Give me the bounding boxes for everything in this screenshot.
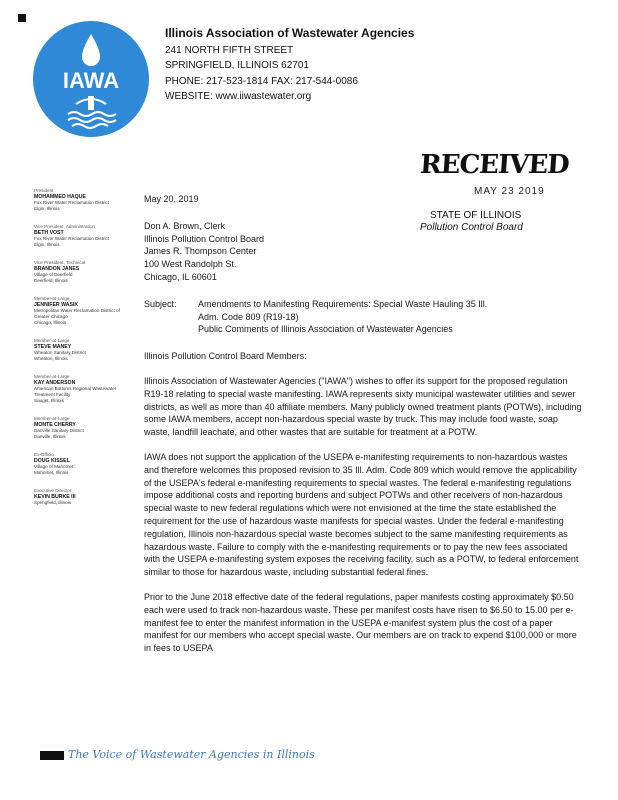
officer-name: DOUG KISSEL bbox=[34, 458, 70, 464]
officer-entry bbox=[34, 260, 124, 284]
officer-org: American Bottoms Regional Wastewater Treatment Facility bbox=[34, 386, 117, 397]
recipient-line: 100 West Randolph St. bbox=[144, 259, 237, 270]
officer-name: STEVE MANEY bbox=[34, 344, 72, 350]
officer-entry bbox=[34, 338, 124, 362]
officer-role: Member-at-Large bbox=[34, 416, 70, 421]
subject-block bbox=[144, 298, 584, 336]
officer-role: Member-at-Large bbox=[34, 374, 70, 379]
recipient-line: Don A. Brown, Clerk bbox=[144, 220, 226, 231]
stamp-date: MAY 23 2019 bbox=[474, 186, 545, 197]
officer-name: KAY ANDERSON bbox=[34, 380, 76, 386]
website: WEBSITE: www.iiwastewater.org bbox=[165, 91, 312, 102]
officer-role: Member-at-Large bbox=[34, 338, 70, 343]
officer-location: Danville, Illinois bbox=[34, 434, 66, 439]
tagline-text: The Voice of Wastewater Agencies in Illinois bbox=[68, 748, 315, 761]
officer-location: Elgin, Illinois bbox=[34, 206, 60, 211]
officer-location: Mahomet, Illinois bbox=[34, 470, 69, 475]
stamp-state: STATE OF ILLINOIS bbox=[430, 210, 522, 221]
footer-tagline bbox=[40, 748, 315, 761]
officer-org: Metropolitan Water Reclamation District of Greater Chicago bbox=[34, 308, 120, 319]
officer-entry bbox=[34, 488, 124, 506]
officer-location: Deerfield, Illinois bbox=[34, 278, 68, 283]
stamp-word: RECEIVED bbox=[418, 150, 570, 180]
corner-mark bbox=[18, 14, 26, 22]
officer-role: Vice President, Technical bbox=[34, 260, 86, 265]
subject-text bbox=[198, 298, 487, 336]
recipient-line: James R. Thompson Center bbox=[144, 246, 257, 257]
letterhead bbox=[165, 26, 414, 105]
letter-body bbox=[144, 193, 584, 667]
officer-entry bbox=[34, 452, 124, 476]
city-line: SPRINGFIELD, ILLINOIS 62701 bbox=[165, 60, 309, 71]
officer-name: JENNIFER WASIK bbox=[34, 302, 79, 308]
phone-fax: PHONE: 217-523-1814 FAX: 217-544-0086 bbox=[165, 75, 358, 87]
paragraph: Prior to the June 2018 effective date of the federal regulations, paper manifests costing approximately $0.50 each were used to track non-hazardous waste. These per manifest costs have risen to $6.50 to 15.00 per e-manifest fee to enter the manifest information in the USEPA e-manifest system plus the cost of a paper manifest for our members who accept special waste. Our members are on track to expend $100,000 or more in fees to USEPA bbox=[144, 591, 577, 654]
officer-location: Wheaton, Illinois bbox=[34, 356, 68, 361]
subject-line: Adm. Code 809 (R19-18) bbox=[198, 311, 299, 322]
subject-line: Amendments to Manifesting Requirements: Special Waste Hauling 35 Ill. bbox=[198, 298, 488, 309]
recipient-line: Illinois Pollution Control Board bbox=[144, 233, 265, 244]
paragraph: IAWA does not support the application of the USEPA e-manifesting requirements to non-hazardous wastes and therefore welcomes this proposed revision to 35 Ill. Adm. Code 809 which would remove the applicability of the USEPA's federal e-manifesting requirements to special wastes. The federal e-manifesting regulations impose additional costs and reporting burdens and subject POTWs and other receivers of non-hazardous special waste to new federal regulations which were not envisioned at the time the state established the requirement for the use of hazardous waste manifests for special wastes. Under the federal e-manifesting regulation, Illinois non-hazardous special waste becomes subject to the same manifesting requirements as hazardous waste. Failure to comply with the e-manifesting requirements or to pay the new fees associated with the USEPA e-manifesting system exposes the receiving facility, such as a POTW, to federal enforcement similar to those for hazardous waste, including substantial federal fines. bbox=[144, 451, 579, 578]
officer-org: Danville Sanitary District bbox=[34, 428, 84, 433]
officer-location: Sauget, Illinois bbox=[34, 398, 64, 403]
recipient-block bbox=[144, 220, 584, 284]
officer-name: BRANDON JANES bbox=[34, 266, 80, 272]
org-name: Illinois Association of Wastewater Agencies bbox=[165, 26, 415, 40]
officer-org: Fox River Water Reclamation District bbox=[34, 236, 110, 241]
officer-location: Elgin, Illinois bbox=[34, 242, 60, 247]
officer-entry bbox=[34, 188, 124, 212]
redaction-block bbox=[40, 751, 64, 760]
iawa-logo bbox=[32, 20, 150, 138]
officer-name: KEVIN BURKE III bbox=[34, 494, 76, 500]
stamp-board: Pollution Control Board bbox=[420, 222, 523, 233]
officer-entry bbox=[34, 296, 124, 326]
recipient-line: Chicago, IL 60601 bbox=[144, 271, 217, 282]
officer-org: Village of Deerfield bbox=[34, 272, 73, 277]
officers-sidebar bbox=[34, 188, 124, 518]
officer-role: Executive Director bbox=[34, 488, 72, 493]
officer-location: Springfield, Illinois bbox=[34, 500, 72, 505]
officer-role: Vice President, Administration bbox=[34, 224, 95, 229]
paragraph: Illinois Association of Wastewater Agencies ("IAWA") wishes to offer its support for the proposed regulation R19-18 relating to special waste manifesting. IAWA represents sixty municipal wastewater utilities and sewer districts, as well as more than 40 affiliate members. Many publicly owned treatment plants (POTWs), including some IAWA members, accept non-hazardous special waste by truck. This may include food waste, soap waste, landfill leachate, and other wastes that are suitable for treatment at a POTW. bbox=[144, 375, 582, 438]
logo-text: IAWA bbox=[62, 68, 120, 93]
officer-role: Ex-Officio bbox=[34, 452, 54, 457]
officer-entry bbox=[34, 416, 124, 440]
officer-org: Village of Mahomet bbox=[34, 464, 74, 469]
officer-name: MONTE CHERRY bbox=[34, 422, 76, 428]
officer-location: Chicago, Illinois bbox=[34, 320, 67, 325]
subject-label: Subject: bbox=[144, 298, 177, 309]
officer-role: Member-at-Large bbox=[34, 296, 70, 301]
letter-date: May 20, 2019 bbox=[144, 194, 199, 204]
officer-entry bbox=[34, 224, 124, 248]
subject-line: Public Comments of Illinois Association of Wastewater Agencies bbox=[198, 324, 453, 335]
officer-name: MOHAMMED HAQUE bbox=[34, 194, 86, 200]
officer-name: BETH VOST bbox=[34, 230, 64, 236]
address-line: 241 NORTH FIFTH STREET bbox=[165, 44, 294, 56]
officer-org: Fox River Water Reclamation District bbox=[34, 200, 110, 205]
officer-role: President bbox=[34, 188, 54, 193]
salutation: Illinois Pollution Control Board Members: bbox=[144, 351, 307, 362]
officer-org: Wheaton Sanitary District bbox=[34, 350, 86, 355]
officer-entry bbox=[34, 374, 124, 404]
